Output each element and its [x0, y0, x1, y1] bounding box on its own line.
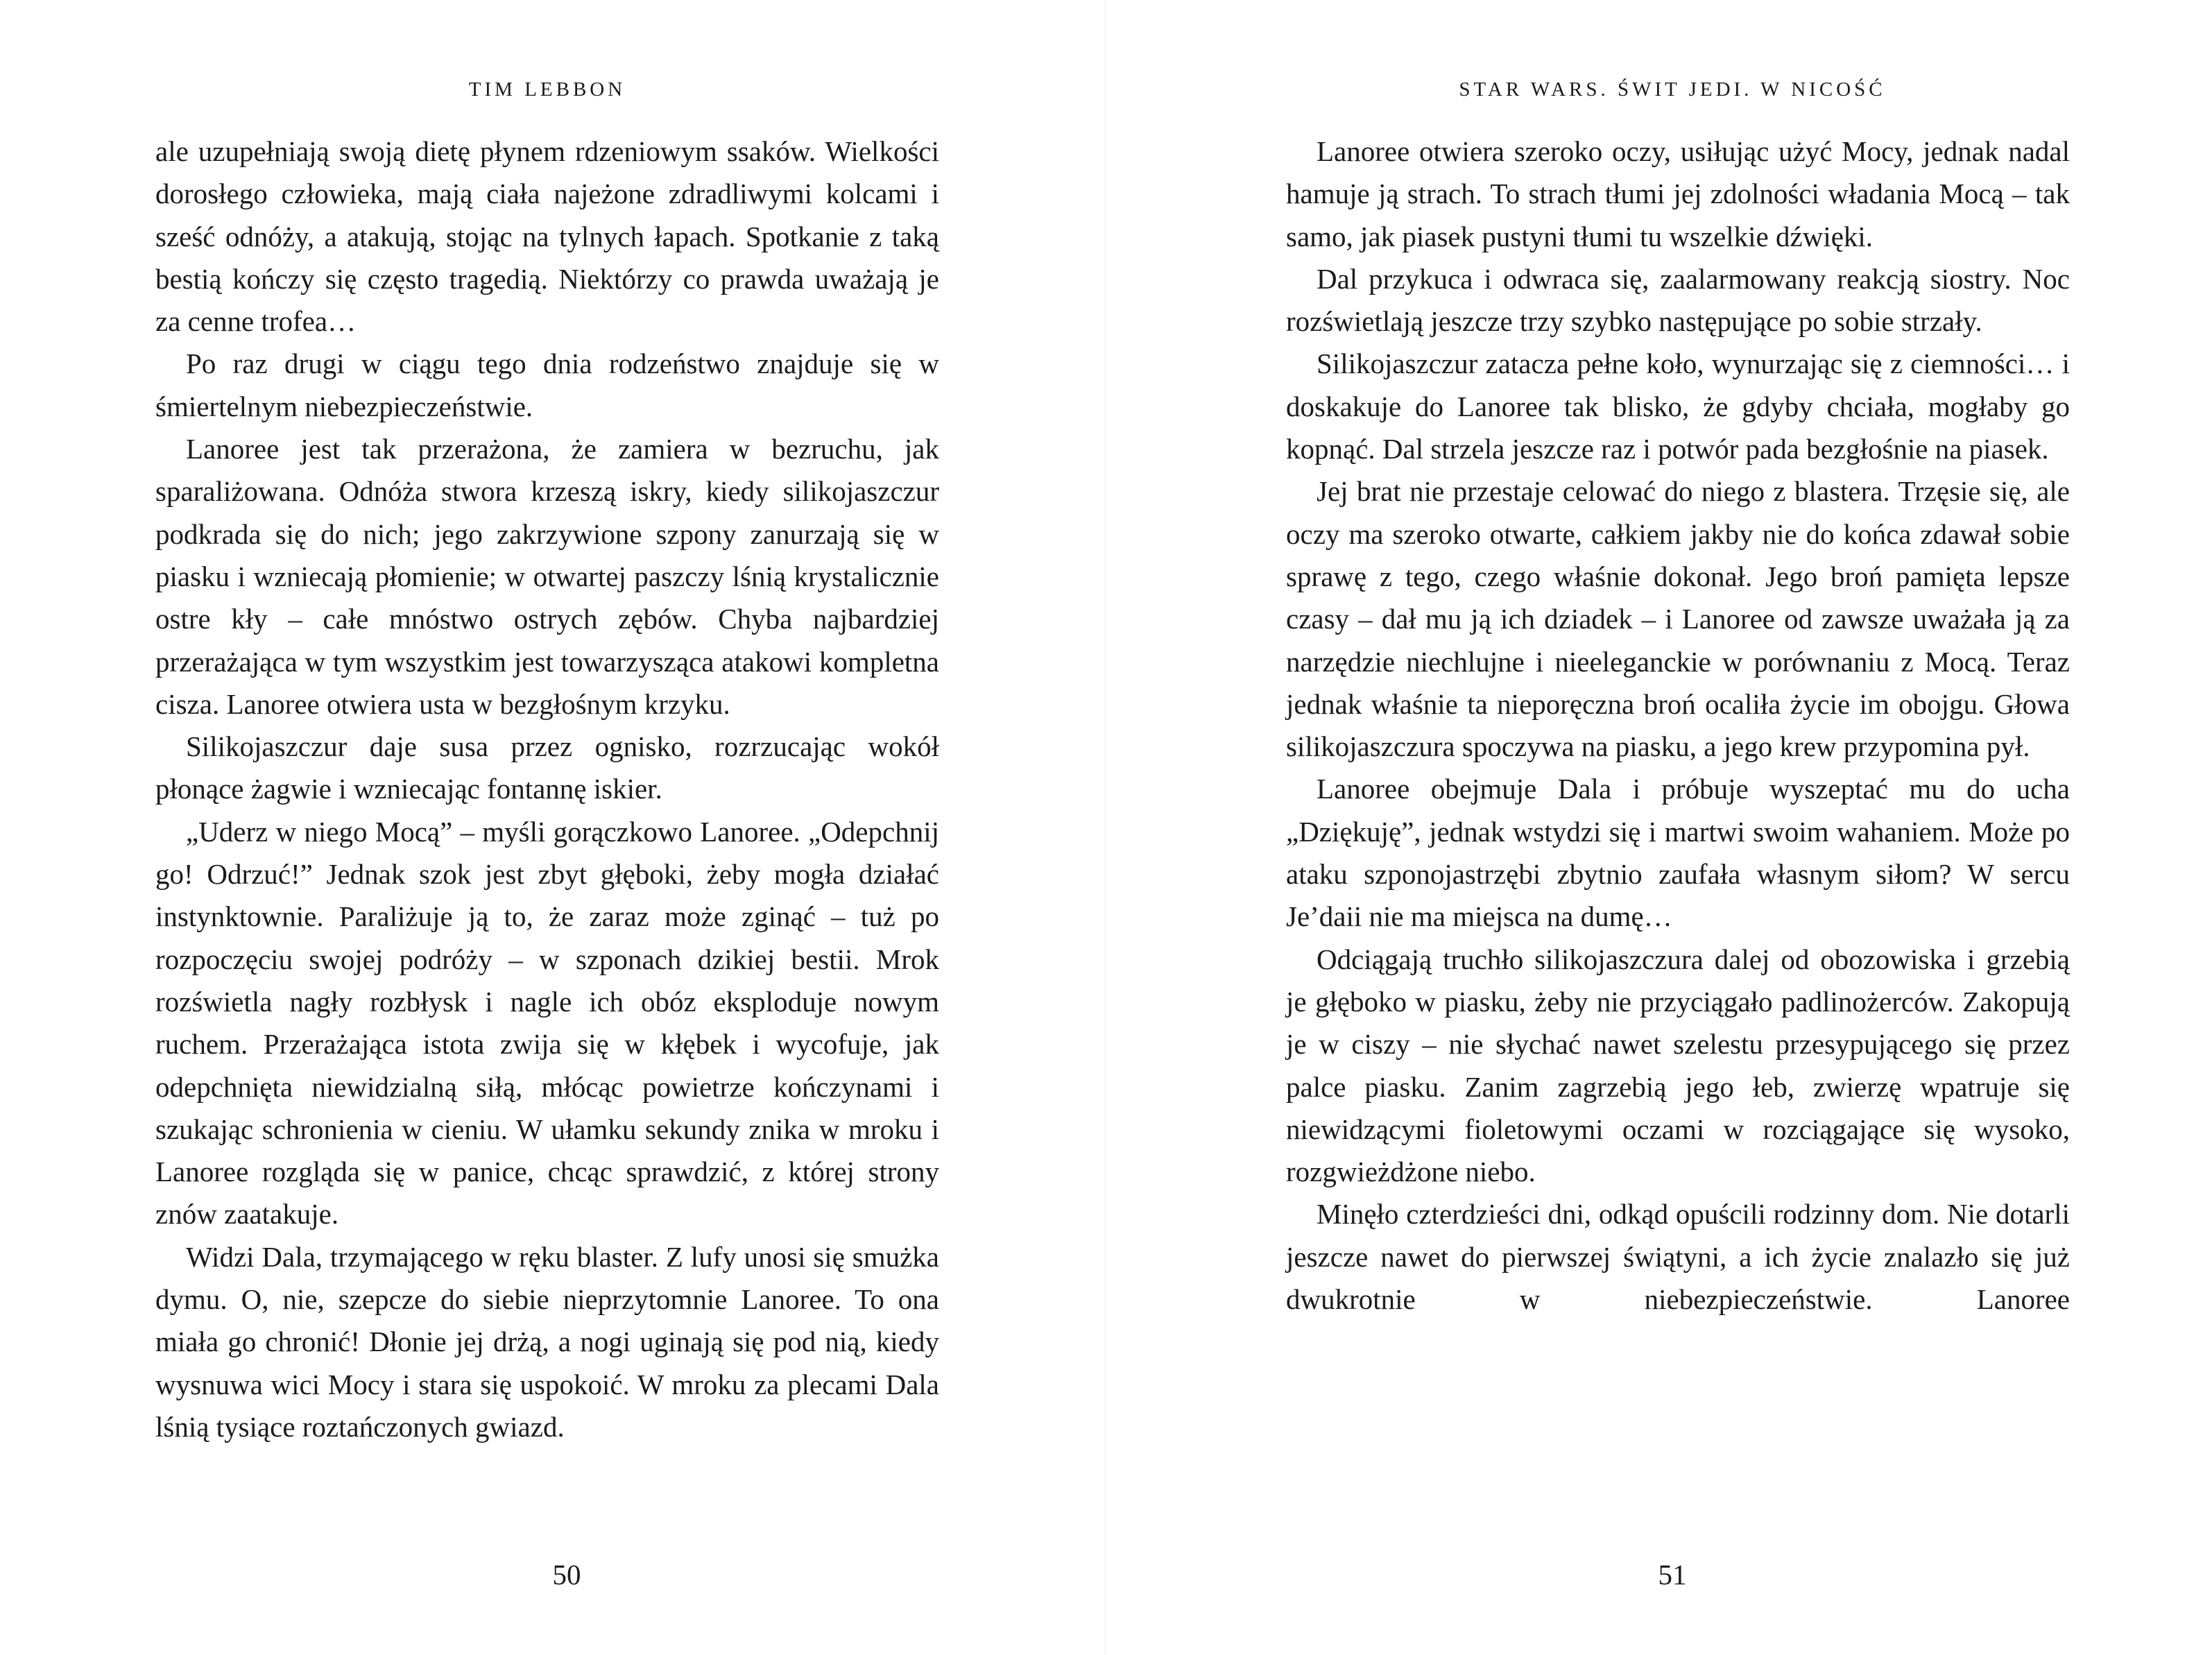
left-page-text [155, 130, 939, 1448]
paragraph: Dal przykuca i odwraca się, zaalarmowany reakcją siostry. Noc rozświetlają jeszcze trzy szybko następujące po sobie strzały. [1286, 262, 2070, 338]
paragraph: Lanoree jest tak przerażona, że zamiera w bezruchu, jak sparaliżowana. Odnóża stwora krzeszą iskry, kiedy silikojaszczur podkrada się do nich; jego zakrzywione szpony zanurzają się w piasku i wzniecają płomienie; w otwartej paszczy lśnią krystalicznie ostre kły – całe mnóstwo ostrych zębów. Chyba najbardziej przerażająca w tym wszystkim jest towarzysząca atakowi kompletna cisza. Lanoree otwiera usta w bezgłośnym krzyku. [155, 433, 939, 720]
paragraph: Silikojaszczur zatacza pełne koło, wynurzając się z ciemności… i doskakuje do Lanoree tak blisko, że gdyby chciała, mogłaby go kopnąć. Dal strzela jeszcze raz i potwór pada bezgłośnie na piasek. [1286, 348, 2070, 465]
paragraph: Lanoree otwiera szeroko oczy, usiłując użyć Mocy, jednak nadal hamuje ją strach. To strach tłumi jej zdolności władania Mocą – tak samo, jak piasek pustyni tłumi tu wszelkie dźwięki. [1286, 135, 2070, 252]
right-page [1106, 0, 2212, 1655]
paragraph: Widzi Dala, trzymającego w ręku blaster. Z lufy unosi się smużka dymu. O, nie, szepcze do siebie nieprzytomnie Lanoree. To ona miała go chronić! Dłonie jej drżą, a nogi uginają się pod nią, kiedy wysnuwa wici Mocy i stara się uspokoić. W mroku za plecami Dala lśnią tysiące roztańczonych gwiazd. [155, 1240, 939, 1443]
paragraph: Jej brat nie przestaje celować do niego z blastera. Trzęsie się, ale oczy ma szeroko otwarte, całkiem jakby nie do końca zdawał sobie sprawę z tego, czego właśnie dokonał. Jego broń pamięta lepsze czasy – dał mu ją ich dziadek – i Lanoree od zawsze uważała ją za narzędzie niechlujne i nieeleganckie w porównaniu z Mocą. Teraz jednak właśnie ta nieporęczna broń ocaliła życie im obojgu. Głowa silikojaszczura spoczywa na piasku, a jego krew przypomina pył. [1286, 475, 2070, 763]
running-head-author: TIM LEBBON [468, 78, 626, 101]
page-number-right: 51 [1658, 1559, 1687, 1590]
paragraph: Odciągają truchło silikojaszczura dalej od obozowiska i grzebią je głęboko w piasku, żeby nie przyciągało padlinożerców. Zakopują je w ciszy – nie słychać nawet szelestu przesypującego się przez palce piasku. Zanim zagrzebią jego łeb, zwierzę wpatruje się niewidzącymi fioletowymi oczami w rozciągające się wysoko, rozgwieżdżone niebo. [1286, 943, 2070, 1188]
paragraph: Lanoree obejmuje Dala i próbuje wyszeptać mu do ucha „Dziękuję”, jednak wstydzi się i martwi swoim wahaniem. Może po ataku szponojastrzębi zbytnio zaufała własnym siłom? W sercu Je’daii nie ma miejsca na dumę… [1286, 773, 2070, 933]
paragraph: Silikojaszczur daje susa przez ognisko, rozrzucając wokół płonące żagwie i wzniecając fontannę iskier. [155, 730, 939, 805]
running-head-title: STAR WARS. ŚWIT JEDI. W NICOŚĆ [1459, 78, 1886, 101]
right-page-text [1286, 130, 2070, 1321]
paragraph: ale uzupełniają swoją dietę płynem rdzeniowym ssaków. Wielkości dorosłego człowieka, mają ciała najeżone zdradliwymi kolcami i sześć odnóży, a atakują, stojąc na tylnych łapach. Spotkanie z taką bestią kończy się często tragedią. Niektórzy co prawda uważają je za cenne trofea… [155, 135, 939, 338]
paragraph: Minęło czterdzieści dni, odkąd opuścili rodzinny dom. Nie dotarli jeszcze nawet do pierwszej świątyni, a ich życie znalazło się już dwukrotnie w niebezpieczeństwie. Lanoree [1286, 1198, 2070, 1316]
paragraph: Po raz drugi w ciągu tego dnia rodzeństwo znajduje się w śmiertelnym niebezpieczeństwie. [155, 348, 939, 422]
paragraph: „Uderz w niego Mocą” – myśli gorączkowo Lanoree. „Odepchnij go! Odrzuć!” Jednak szok jest zbyt głęboki, żeby mogła działać instynktownie. Paraliżuje ją to, że zaraz może zginąć – tuż po rozpoczęciu swojej podróży – w szponach dzikiej bestii. Mrok rozświetla nagły rozbłysk i nagle ich obóz eksploduje nowym ruchem. Przerażająca istota zwija się w kłębek i wycofuje, jak odepchnięta niewidzialną siłą, młócąc powietrze kończynami i szukając schronienia w cieniu. W ułamku sekundy znika w mroku i Lanoree rozgląda się w panice, chcąc sprawdzić, z której strony znów zaatakuje. [155, 815, 939, 1230]
page-number-left: 50 [552, 1559, 581, 1590]
